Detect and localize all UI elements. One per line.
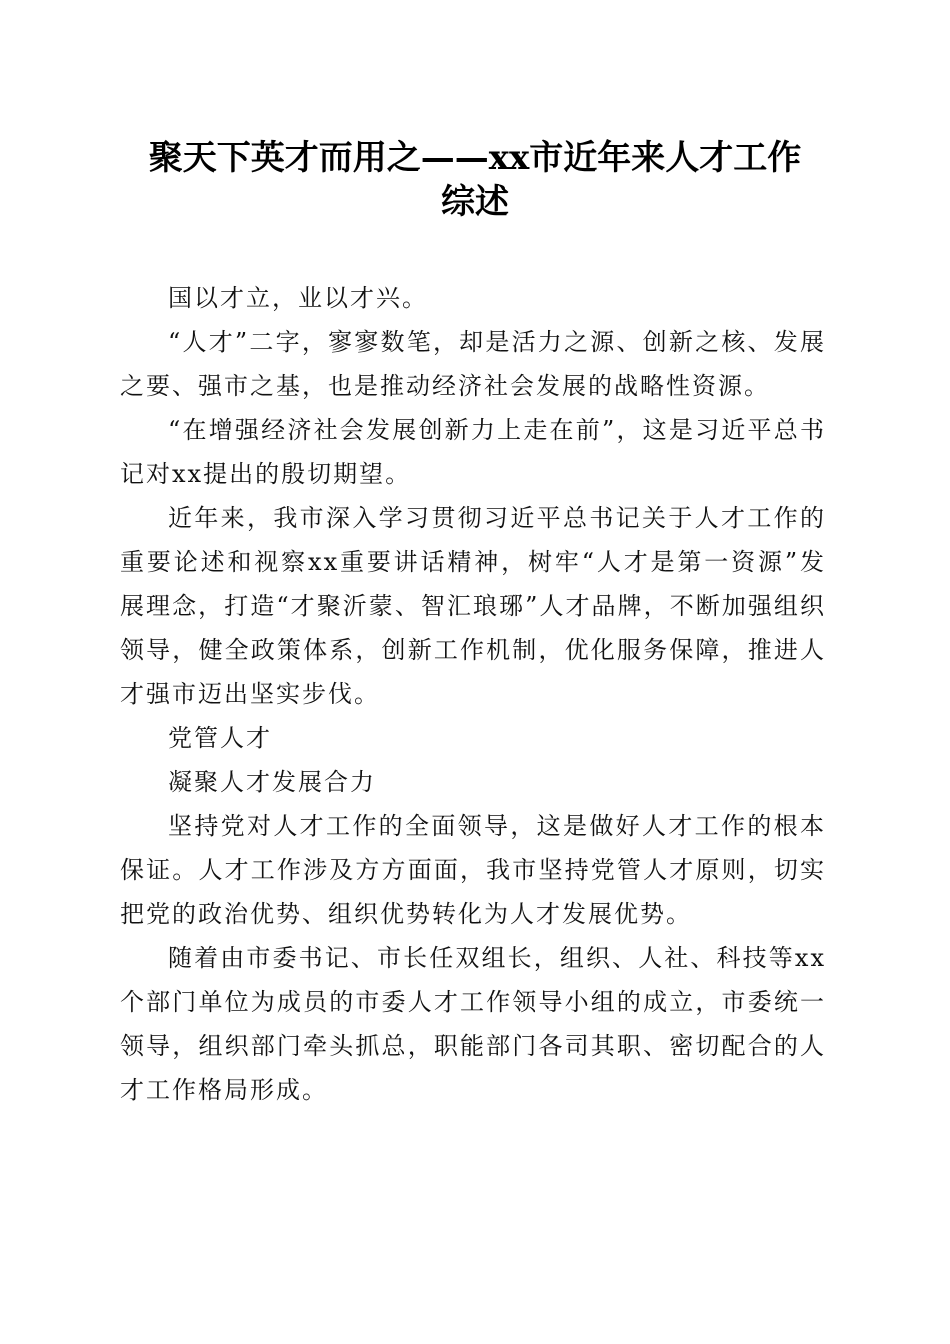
section-heading-party-management: 党管人才 (168, 724, 272, 752)
document-body (120, 276, 826, 1112)
title-line-1: 聚天下英才而用之——xx市近年来人才工作 (148, 138, 802, 178)
paragraph-expectation: “在增强经济社会发展创新力上走在前”，这是习近平总书记对xx提出的殷切期望。 (120, 416, 826, 488)
document-title (120, 136, 830, 224)
paragraph-party-leadership: 坚持党对人才工作的全面领导，这是做好人才工作的根本保证。人才工作涉及方方面面，我市坚持党管人才原则，切实把党的政治优势、组织优势转化为人才发展优势。 (120, 812, 826, 928)
paragraph-recent-years: 近年来，我市深入学习贯彻习近平总书记关于人才工作的重要论述和视察xx重要讲话精神，树牢“人才是第一资源”发展理念，打造“才聚沂蒙、智汇琅琊”人才品牌，不断加强组织领导，健全政策体系，创新工作机制，优化服务保障，推进人才强市迈出坚实步伐。 (120, 504, 826, 708)
paragraph-talent-definition: “人才”二字，寥寥数笔，却是活力之源、创新之核、发展之要、强市之基，也是推动经济社会发展的战略性资源。 (120, 328, 826, 400)
paragraph-intro: 国以才立，业以才兴。 (168, 284, 428, 312)
paragraph-leading-group: 随着由市委书记、市长任双组长，组织、人社、科技等xx个部门单位为成员的市委人才工作领导小组的成立，市委统一领导，组织部门牵头抓总，职能部门各司其职、密切配合的人才工作格局形成。 (120, 944, 826, 1104)
section-subheading: 凝聚人才发展合力 (168, 768, 376, 796)
title-line-2: 综述 (441, 182, 509, 222)
